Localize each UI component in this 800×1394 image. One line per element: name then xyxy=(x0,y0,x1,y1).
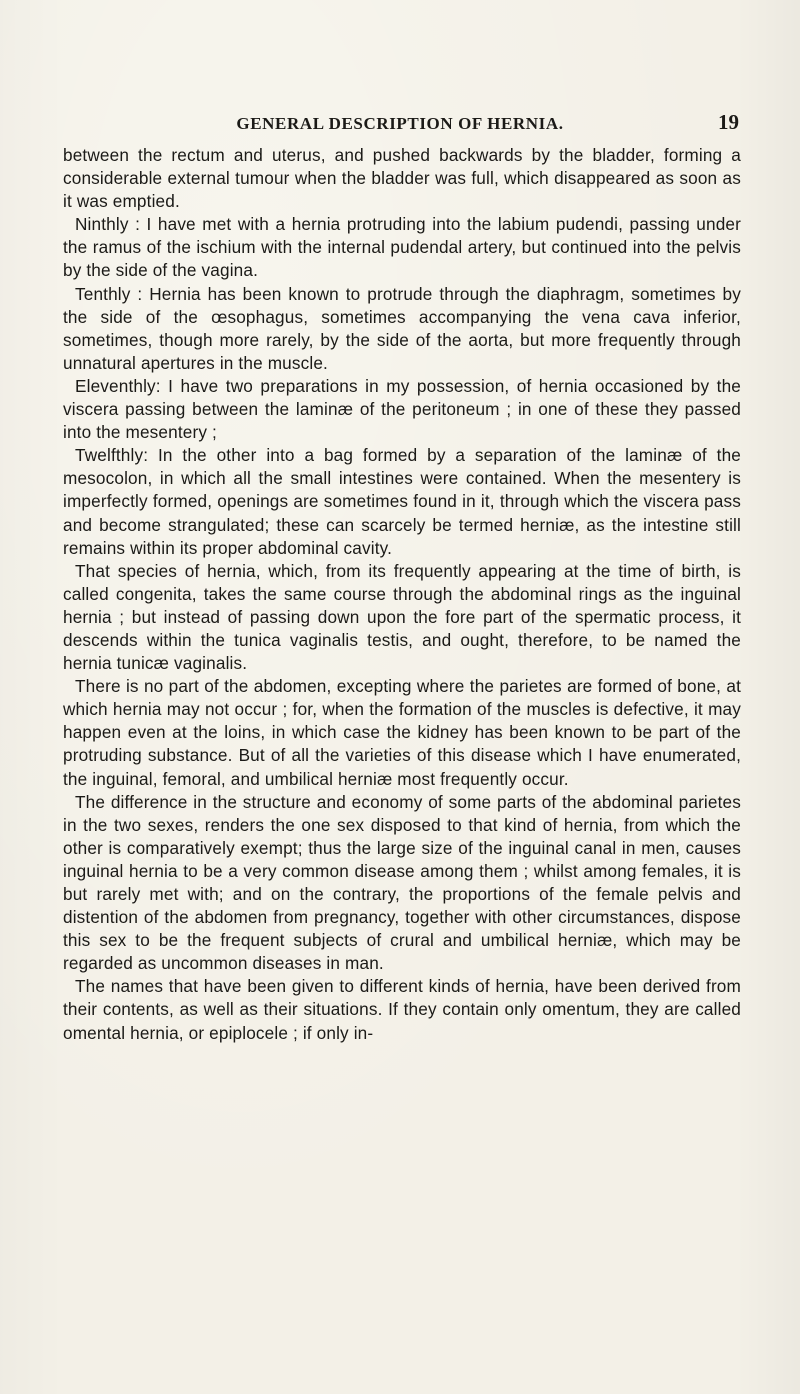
paragraph-eleventhly: Eleventhly: I have two preparations in my possession, of hernia occasioned by the viscera passing between the laminæ of the peritoneum ; in one of these they passed into the mesentery ; xyxy=(63,375,741,443)
paragraph-congenita: That species of hernia, which, from its frequently appearing at the time of birth, is called congenita, takes the same course through the abdominal rings as the inguinal hernia ; but instead of passing down upon the fore part of the spermatic process, it descends within the tunica vaginalis testis, and ought, therefore, to be named the hernia tunicæ vaginalis. xyxy=(63,560,741,674)
paragraph-tenthly: Tenthly : Hernia has been known to protrude through the diaphragm, sometimes by the side of the œsophagus, sometimes accompanying the vena cava inferior, sometimes, though more rarely, by the side of the aorta, but more frequently through unnatural apertures in the muscle. xyxy=(63,283,741,373)
paragraph-parietes: There is no part of the abdomen, excepting where the parietes are formed of bone, at which hernia may not occur ; for, when the formation of the muscles is defective, it may happen even at the loins, in which case the kidney has been known to be part of the protruding substance. But of all the varieties of this disease which I have enumerated, the inguinal, femoral, and umbilical herniæ most frequently occur. xyxy=(63,676,741,789)
paragraph-names: The names that have been given to different kinds of hernia, have been derived from their contents, as well as their situations. If they contain only omentum, they are called omental hernia, or epiplocele ; if only in- xyxy=(63,976,741,1043)
running-title: GENERAL DESCRIPTION OF HERNIA. xyxy=(236,114,564,133)
paragraph-ninthly: Ninthly : I have met with a hernia protruding into the labium pudendi, passing under the ramus of the ischium with the internal pudendal artery, but continued into the pelvis by the side of the vagina. xyxy=(63,214,741,281)
paragraph-twelfthly: Twelfthly: In the other into a bag formed by a separation of the laminæ of the mesocolon, in which all the small intestines were contained. When the mesentery is imperfectly formed, openings are sometimes found in it, through which the viscera pass and become strangulated; these can scarcely be termed herniæ, as the intestine still remains within its proper abdominal cavity. xyxy=(63,445,741,558)
body-text xyxy=(63,144,741,1045)
page-number: 19 xyxy=(718,110,739,134)
paragraph-continued: between the rectum and uterus, and pushed backwards by the bladder, forming a considerable external tumour when the bladder was full, which disappeared as soon as it was emptied. xyxy=(63,145,741,212)
paragraph-sexes: The difference in the structure and economy of some parts of the abdominal parietes in the two sexes, renders the one sex disposed to that kind of hernia, from which the other is comparatively exempt; thus the large size of the inguinal canal in men, causes inguinal hernia to be a very common disease among them ; whilst among females, it is but rarely met with; and on the contrary, the proportions of the female pelvis and distention of the abdomen from pregnancy, together with other circumstances, dispose this sex to be the frequent subjects of crural and umbilical herniæ, which may be regarded as uncommon diseases in man. xyxy=(63,791,741,974)
